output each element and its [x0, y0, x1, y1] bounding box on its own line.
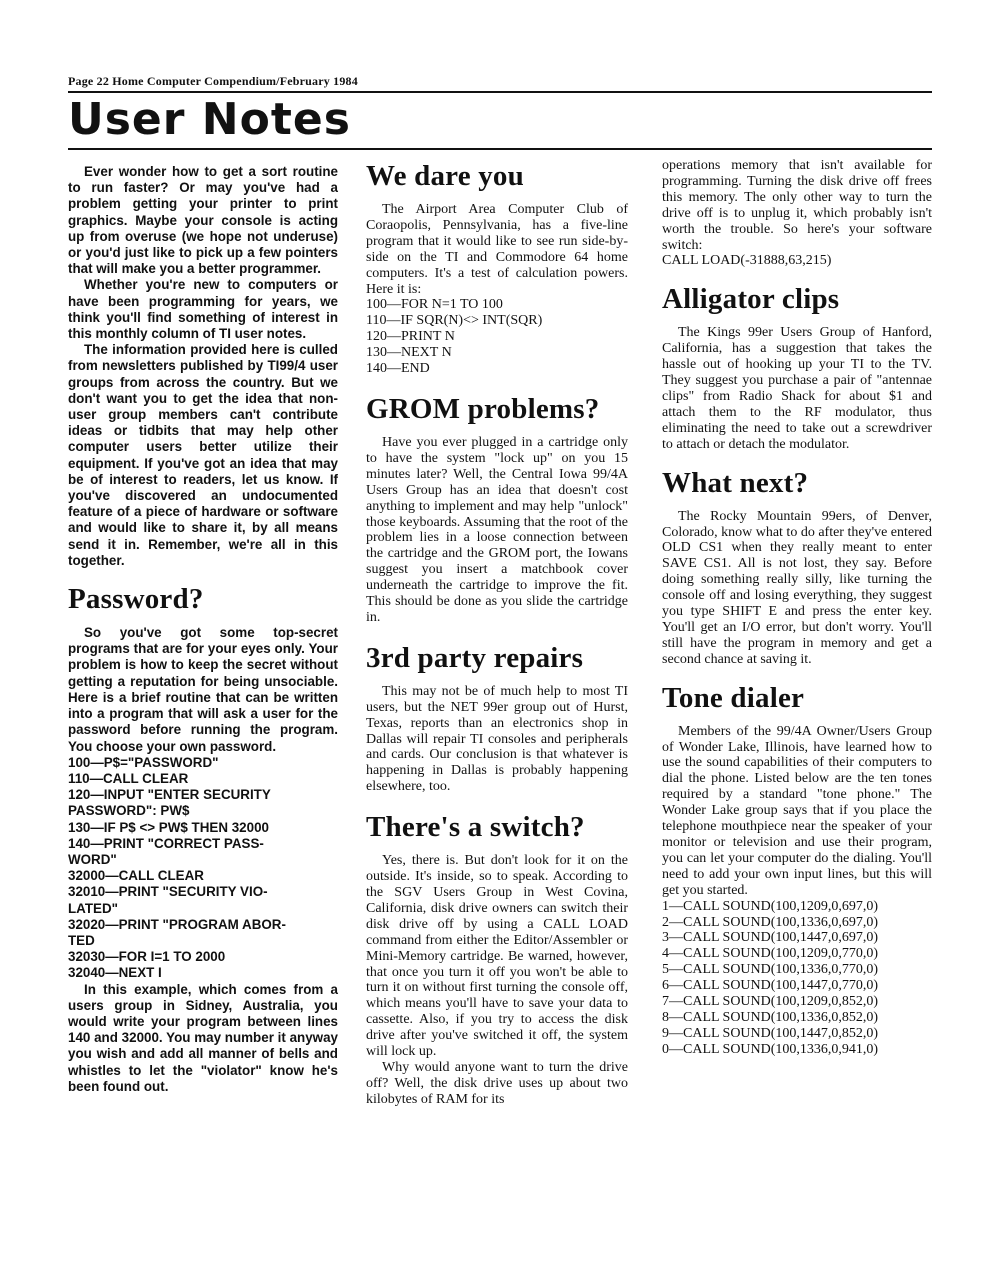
dare-body: The Airport Area Computer Club of Coraopolis, Pennsylvania, has a five-line program that it would like to see run side-by-side on the TI and Commodore 64 home computers. It's a test of calculation powers. Here it is: [366, 202, 628, 297]
repairs-heading: 3rd party repairs [366, 641, 584, 674]
password-heading: Password? [68, 583, 204, 616]
code-line: 130—NEXT N [366, 345, 452, 361]
page-header: Page 22 Home Computer Compendium/February 1984 [68, 74, 358, 88]
tone-code [662, 899, 932, 1058]
code-line: 1—CALL SOUND(100,1209,0,697,0) [662, 898, 879, 914]
password-code [68, 755, 338, 982]
grom-body: Have you ever plugged in a cartridge only to have the system "lock up" on you 15 minutes later? Well, the Central Iowa 99/4A Users Group has an idea that doesn't cost anything to implement and may help "unlock" those keyboards. Assuming that the root of the problem lies in a loose connection between the cartridge and the GROM port, the Iowans suggest you insert a matchbook cover underneath the cartridge to improve the fit. This should be done as you slide the cartridge in. [366, 434, 628, 625]
switch-body: Yes, there is. But don't look for it on the outside. It's inside, so to speak. According to the SGV Users Group in West Covina, California, disk drive owners can switch their disk drive off by using a CALL LOAD command from either the Editor/Assembler or Mini-Memory cartridge. Be warned, however, that once you turn it off you won't be able to turn it on without first turning the console off, which means you'll have to save your data to cassette. Also, if you try to access the disk drive after you've switched it off, the system will lock up. [366, 853, 628, 1060]
code-line: 4—CALL SOUND(100,1209,0,770,0) [662, 946, 879, 962]
tone-heading: Tone dialer [662, 681, 805, 714]
column-middle [366, 158, 628, 1108]
repairs-body: This may not be of much help to most TI users, but the NET 99er group out of Hurst, Texas, reports than an electronics shop in Dallas will repair TI consoles and peripherals and cards. Our conclusion is that whatever is happening in Dallas is probably happening elsewhere, too. [366, 683, 628, 795]
masthead-title: User Notes [68, 94, 351, 145]
switch-heading: There's a switch? [366, 811, 585, 844]
intro-paragraph-2: Whether you're new to computers or have been programming for years, we think you'll find something of interest in this monthly column of TI user notes. [68, 277, 338, 342]
dare-heading: We dare you [366, 160, 524, 192]
code-line: 7—CALL SOUND(100,1209,0,852,0) [662, 994, 879, 1010]
code-line: 110—IF SQR(N)<> INT(SQR) [366, 313, 543, 329]
switch-body-2: Why would anyone want to turn the drive off? Well, the disk drive uses up about two kilobytes of RAM for its [366, 1059, 628, 1107]
password-body: So you've got some top-secret programs that are for your eyes only. Your problem is how to keep the secret without getting a reputation for being unsociable. Here is a brief routine that can be written into a program that will ask a user for the password before running the program. You choose your own password. [68, 625, 338, 754]
masthead-rule [68, 148, 932, 150]
dare-code [366, 297, 628, 377]
code-line: 130—IF P$ <> PW$ THEN 32000 [68, 819, 269, 835]
code-line: 140—PRINT "CORRECT PASS- [68, 835, 264, 851]
intro-paragraph-3: The information provided here is culled from newsletters published by TI99/4 user groups from across the country. But we don't want you to get the idea that non-user group members can't contribute ideas or tidbits that may help other computer users better utilize their equipment. If you've got an idea that may be of interest to readers, let us know. If you've discovered an undocumented feature of a piece of hardware or software and would like to share it, by all means send it in. Remember, we're all in this together. [68, 342, 338, 568]
code-line: 32030—FOR I=1 TO 2000 [68, 949, 226, 965]
code-line: 6—CALL SOUND(100,1447,0,770,0) [662, 978, 879, 994]
code-line: CALL LOAD(-31888,63,215) [662, 253, 832, 269]
code-line: 2—CALL SOUND(100,1336,0,697,0) [662, 914, 879, 930]
column-left [68, 158, 338, 1095]
password-after: In this example, which comes from a users group in Sidney, Australia, you would write your program between lines 140 and 32000. You may number it anyway you wish and add all manner of bells and whistles to let the "violator" know he's been found out. [68, 981, 338, 1094]
code-line: 32020—PRINT "PROGRAM ABOR- [68, 916, 286, 932]
code-line: 8—CALL SOUND(100,1336,0,852,0) [662, 1009, 879, 1025]
code-line: 32010—PRINT "SECURITY VIO- [68, 884, 268, 900]
code-line: LATED" [68, 900, 118, 916]
next-heading: What next? [662, 466, 809, 499]
column-right [662, 158, 932, 1058]
code-line: 120—PRINT N [366, 329, 455, 345]
tone-body: Members of the 99/4A Owner/Users Group of Wonder Lake, Illinois, have learned how to use the sound capabilities of their computers to dial the phone. Listed below are the ten tones required by a standard "tone phone." The Wonder Lake group says that if you place the telephone mouthpiece near the speaker of your monitor or television and use their program, you can let your computer do the dialing. You'll need to add your own input lines, but this will get you started. [662, 723, 932, 898]
code-line: PASSWORD": PW$ [68, 803, 190, 819]
code-line: 5—CALL SOUND(100,1336,0,770,0) [662, 962, 879, 978]
code-line: 32000—CALL CLEAR [68, 868, 204, 884]
code-line: 0—CALL SOUND(100,1336,0,941,0) [662, 1041, 879, 1057]
code-line: 140—END [366, 361, 430, 377]
next-body: The Rocky Mountain 99ers, of Denver, Colorado, know what to do after they've entered OLD CS1 when they really meant to enter SAVE CS1. All is not lost, they say. Before doing something really silly, like turning the console off and losing everything, they suggest you type SHIFT E and press the enter key. You'll get an I/O error, but don't worry. You'll still have the program in memory and get a second chance at saving it. [662, 508, 932, 667]
clips-body: The Kings 99er Users Group of Hanford, California, has a suggestion that takes the hassle out of hooking up your TI to the TV. They suggest you purchase a pair of "antennae clips" from Radio Shack for about $1 and attach them to the RF modulator, thus eliminating the need to take out a screwdriver to attach or detach the modulator. [662, 325, 932, 452]
switch-code [662, 253, 932, 269]
code-line: 100—FOR N=1 TO 100 [366, 297, 503, 313]
code-line: 9—CALL SOUND(100,1447,0,852,0) [662, 1025, 879, 1041]
code-line: 3—CALL SOUND(100,1447,0,697,0) [662, 930, 879, 946]
grom-heading: GROM problems? [366, 392, 600, 425]
code-line: 100—P$="PASSWORD" [68, 754, 219, 770]
code-line: TED [68, 932, 95, 948]
code-line: 32040—NEXT I [68, 965, 162, 981]
header-rule [68, 91, 932, 93]
code-line: 120—INPUT "ENTER SECURITY [68, 787, 271, 803]
switch-continued: operations memory that isn't available for programming. Turning the disk drive off frees this memory. The only other way to turn the drive off is to unplug it, which probably isn't worth the trouble. So here's your software switch: [662, 158, 932, 253]
code-line: WORD" [68, 851, 117, 867]
clips-heading: Alligator clips [662, 283, 840, 316]
intro-paragraph-1: Ever wonder how to get a sort routine to run faster? Or may you've had a problem getting your printer to print graphics. Maybe your console is acting up from overuse (we hope not underuse) or you'd just like to pick up a few pointers that will make you a better programmer. [68, 164, 338, 277]
code-line: 110—CALL CLEAR [68, 770, 189, 786]
